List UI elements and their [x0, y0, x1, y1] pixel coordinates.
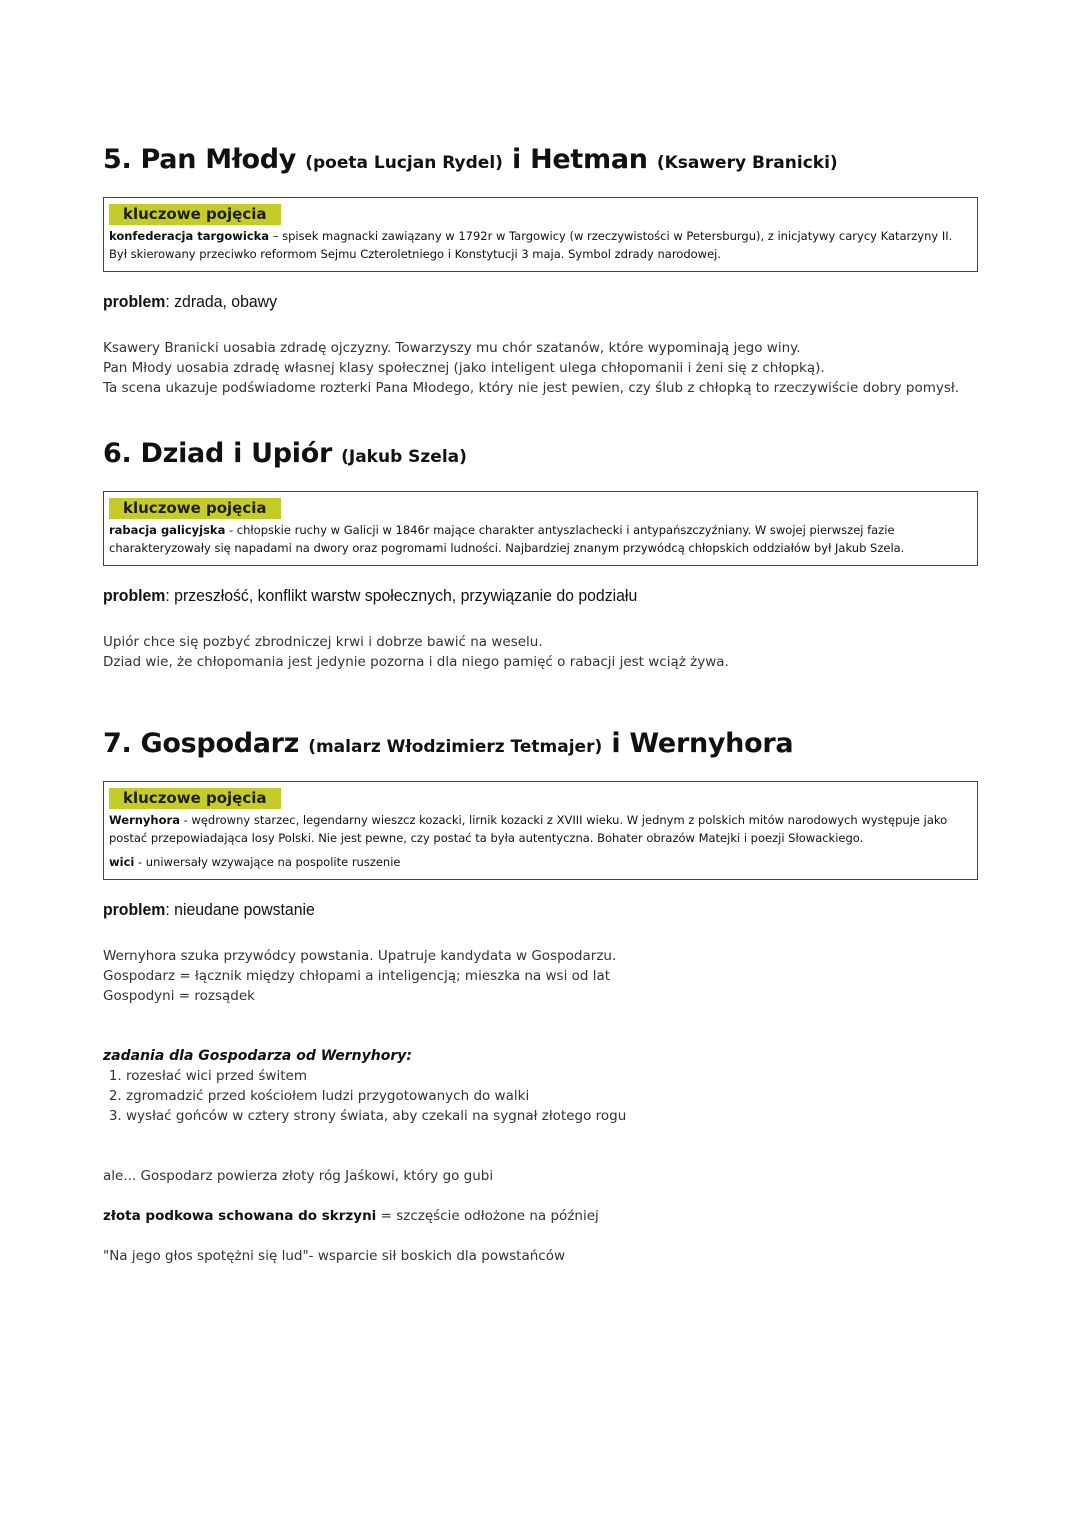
title-main: 6. Dziad i Upiór	[103, 438, 332, 469]
section-title	[103, 434, 978, 477]
paragraphs	[103, 946, 978, 1006]
problem-text: : przeszłość, konflikt warstw społecznych, przywiązanie do podziału	[165, 586, 638, 605]
quote-line: "Na jego głos spotężni się lud"- wsparcie sił boskich dla powstańców	[103, 1248, 565, 1264]
paragraph: Ta scena ukazuje podświadome rozterki Pana Młodego, który nie jest pewien, czy ślub z chłopką to rzeczywiście dobry pomysł.	[103, 380, 960, 396]
key-concepts-box	[103, 197, 978, 272]
tasks-title: zadania dla Gospodarza od Wernyhory:	[103, 1048, 412, 1064]
title-sub: (Jakub Szela)	[341, 447, 467, 467]
definition-text: - uniwersały wzywające na pospolite ruszenie	[134, 855, 401, 869]
definition	[109, 811, 971, 847]
tasks-block	[103, 1046, 978, 1126]
tasks-list	[103, 1066, 978, 1126]
title-main: 5. Pan Młody	[103, 144, 297, 175]
paragraph: Upiór chce się pozbyć zbrodniczej krwi i dobrze bawić na weselu.	[103, 634, 543, 650]
problem-line	[103, 900, 917, 920]
paragraph: Pan Młody uosabia zdradę własnej klasy społecznej (jako inteligent ulega chłopomanii i żeni się z chłopką).	[103, 360, 825, 376]
problem-label: problem	[103, 900, 166, 919]
key-concepts-tag: kluczowe pojęcia	[109, 204, 281, 225]
key-concepts-tag: kluczowe pojęcia	[109, 498, 281, 519]
definition	[109, 521, 971, 557]
title-sub: (poeta Lucjan Rydel)	[305, 153, 503, 173]
list-item: 3. wysłać gońców w cztery strony świata, aby czekali na sygnał złotego rogu	[126, 1106, 978, 1126]
section-6	[103, 434, 978, 672]
problem-label: problem	[103, 292, 166, 311]
section-title	[103, 140, 978, 183]
section-5	[103, 140, 978, 398]
paragraphs	[103, 632, 978, 672]
problem-label: problem	[103, 586, 166, 605]
problem-text: : nieudane powstanie	[165, 900, 315, 919]
paragraph: Wernyhora szuka przywódcy powstania. Upatruje kandydata w Gospodarzu.	[103, 948, 617, 964]
list-item: 2. zgromadzić przed kościołem ludzi przygotowanych do walki	[126, 1086, 978, 1106]
paragraph: Gospodarz = łącznik między chłopami a inteligencją; mieszka na wsi od lat	[103, 968, 611, 984]
podkowa-rest: = szczęście odłożone na później	[376, 1208, 599, 1224]
definition-text: - chłopskie ruchy w Galicji w 1846r mające charakter antyszlachecki i antypańszczyźniany. W swojej pierwszej fazie charakteryzowały się napadami na dwory oraz pogromami ludności. Najbardziej znanym przywódcą chłopskich oddziałów był Jakub Szela.	[109, 523, 905, 555]
key-concepts-box	[103, 491, 978, 566]
podkowa-line	[103, 1206, 978, 1226]
title-main: 7. Gospodarz	[103, 728, 300, 759]
section-7	[103, 724, 978, 1266]
list-item: 1. rozesłać wici przed świtem	[126, 1066, 978, 1086]
title-conj: i Hetman	[512, 144, 648, 175]
paragraph: Ksawery Branicki uosabia zdradę ojczyzny. Towarzyszy mu chór szatanów, które wypominają jego winy.	[103, 340, 801, 356]
paragraph: Gospodyni = rozsądek	[103, 988, 255, 1004]
ale-line: ale... Gospodarz powierza złoty róg Jaśkowi, który go gubi	[103, 1168, 494, 1184]
definition-text: - wędrowny starzec, legendarny wieszcz kozacki, lirnik kozacki z XVIII wieku. W jednym z polskich mitów narodowych występuje jako postać przepowiadająca losy Polski. Nie jest pewne, czy postać ta była autentyczna. Bohater obrazów Matejki i poezji Słowackiego.	[109, 813, 948, 845]
definition-text: – spisek magnacki zawiązany w 1792r w Targowicy (w rzeczywistości w Petersburgu), z inicjatywy carycy Katarzyny II. Był skierowany przeciwko reformom Sejmu Czteroletniego i Konstytucji 3 maja. Symbol zdrady narodowej.	[109, 229, 953, 261]
title-sub: (Ksawery Branicki)	[656, 153, 838, 173]
definition-term: Wernyhora	[109, 813, 180, 827]
definition-term: konfederacja targowicka	[109, 229, 270, 243]
section-title	[103, 724, 978, 767]
paragraph: Dziad wie, że chłopomania jest jedynie pozorna i dla niego pamięć o rabacji jest wciąż żywa.	[103, 654, 729, 670]
definition	[109, 227, 971, 263]
podkowa-bold: złota podkowa schowana do skrzyni	[103, 1208, 377, 1224]
paragraphs	[103, 338, 978, 398]
problem-line	[103, 292, 917, 312]
definition	[109, 853, 971, 871]
title-conj: i Wernyhora	[611, 728, 794, 759]
key-concepts-tag: kluczowe pojęcia	[109, 788, 281, 809]
problem-line	[103, 586, 917, 606]
definition-term: rabacja galicyjska	[109, 523, 226, 537]
page	[103, 140, 978, 1266]
problem-text: : zdrada, obawy	[165, 292, 277, 311]
key-concepts-box	[103, 781, 978, 880]
definition-term: wici	[109, 855, 135, 869]
title-sub: (malarz Włodzimierz Tetmajer)	[308, 737, 603, 757]
